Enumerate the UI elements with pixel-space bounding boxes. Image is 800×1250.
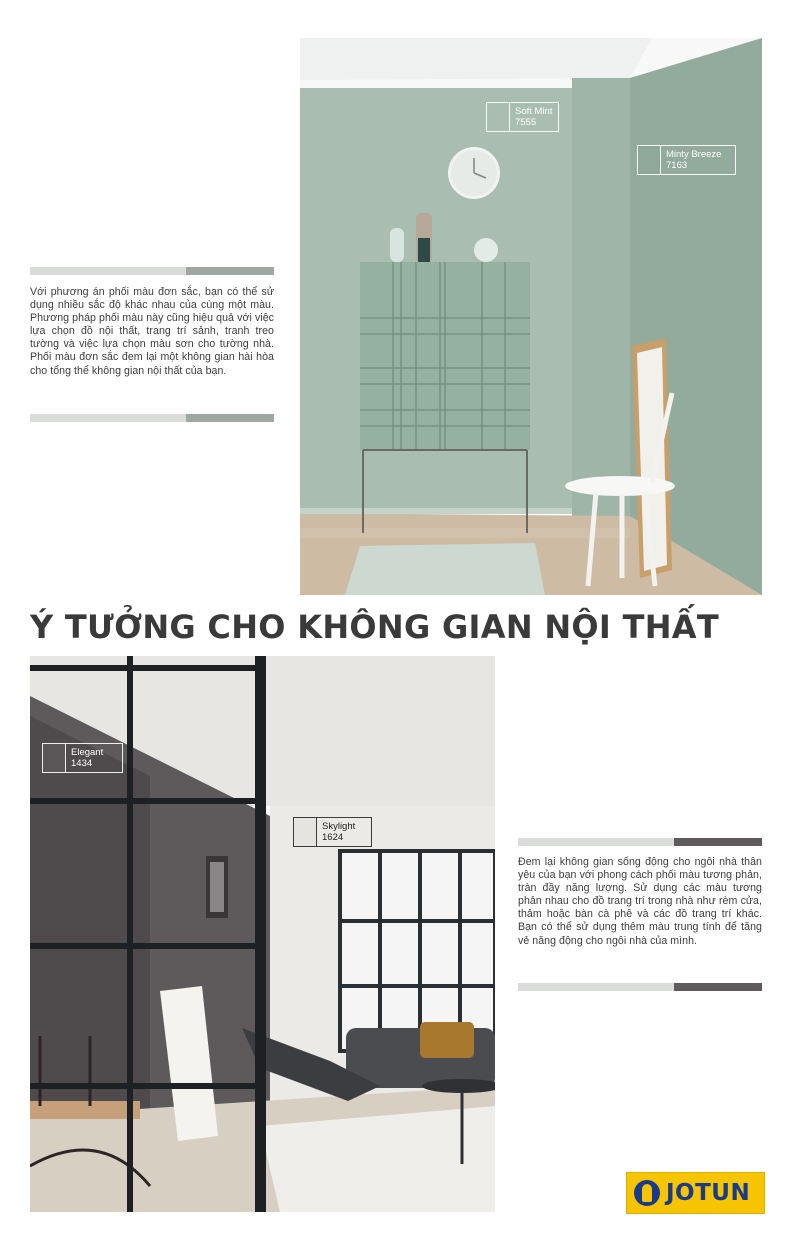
swatch-skylight: [293, 817, 372, 847]
swatch-chip: [294, 818, 317, 846]
swatch-code: 7555: [515, 117, 537, 128]
swatch-elegant: [42, 743, 123, 773]
swatch-chip: [43, 744, 66, 772]
swatch-name: Soft Mint: [515, 106, 553, 117]
swatch-minty-breeze: [637, 145, 736, 175]
logo-wordmark: JOTUN: [666, 1180, 751, 1206]
swatch-chip: [487, 103, 510, 131]
swatch-code: 1624: [322, 832, 344, 843]
bottom-paragraph: Đem lại không gian sống động cho ngôi nhà thân yêu của bạn với phong cách phối màu tương phản, tràn đầy năng lượng. Sử dụng các màu tương phản nhau cho đồ trang trí trong nhà như rèm cửa, thảm hoặc bàn cà phê và các đồ trang trí khác. Bạn có thể sử dụng thêm màu trung tính để tăng vẻ năng động cho ngôi nhà của mình.: [518, 856, 762, 947]
swatch-code: 1434: [71, 758, 93, 769]
swatch-name: Elegant: [71, 747, 104, 758]
swatch-name: Minty Breeze: [666, 149, 722, 160]
jotun-logo: [626, 1172, 765, 1214]
bottom-divider-upper: [518, 838, 762, 846]
swatch-chip: [638, 146, 661, 174]
photo-contrast-room: [30, 656, 495, 1212]
swatch-code: 7163: [666, 160, 688, 171]
swatch-soft-mint: [486, 102, 559, 132]
top-divider-upper: [30, 267, 274, 275]
page-title: Ý TƯỞNG CHO KHÔNG GIAN NỘI THẤT: [30, 608, 719, 646]
swatch-name: Skylight: [322, 821, 356, 832]
jotun-emblem-icon: [634, 1180, 660, 1206]
top-divider-lower: [30, 414, 274, 422]
top-paragraph: Với phương án phối màu đơn sắc, bạn có thể sử dụng nhiều sắc độ khác nhau của cùng một màu. Phương pháp phối màu này cũng hiệu quả với việc lựa chọn đồ nội thất, trang trí sảnh, tranh treo tường và việc lựa chọn màu sơn cho tường nhà. Phối màu đơn sắc đem lại một không gian hài hòa cho tổng thể không gian nội thất của bạn.: [30, 286, 274, 377]
bottom-divider-lower: [518, 983, 762, 991]
